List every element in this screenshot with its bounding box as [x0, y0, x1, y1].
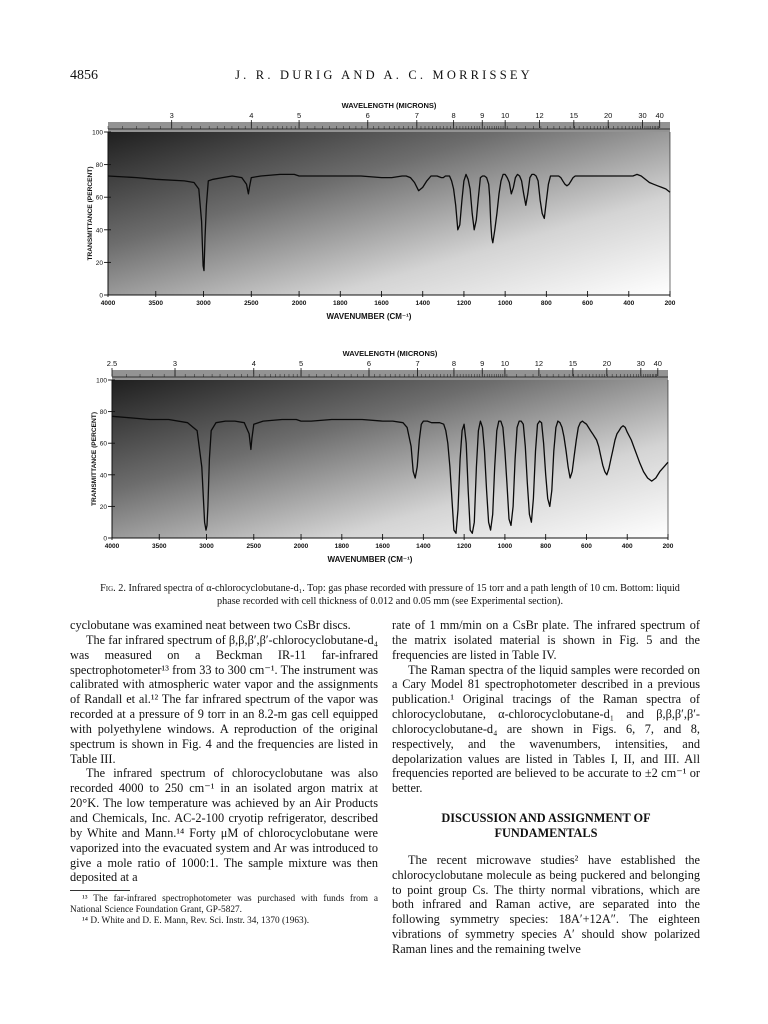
top-tick-label: 15 [568, 359, 578, 368]
x-tick-label: 200 [662, 543, 674, 550]
x-tick-label: 1000 [497, 300, 513, 307]
top-tick-label: 12 [535, 111, 544, 120]
y-tick-label: 20 [99, 503, 107, 511]
x-tick-label: 3500 [148, 300, 164, 307]
x-tick-label: 200 [664, 300, 676, 307]
y-tick-label: 20 [95, 259, 103, 267]
top-tick-label: 10 [500, 359, 510, 368]
top-tick-label: 5 [296, 111, 302, 120]
top-tick-label: 15 [569, 111, 579, 120]
y-tick-label: 0 [103, 535, 107, 543]
x-tick-label: 1600 [374, 300, 389, 307]
plot-background [112, 380, 668, 538]
top-tick-label: 2.5 [106, 359, 118, 368]
paragraph: The far infrared spectrum of β,β,β′,β′-chlorocyclobutane-d₄ was measured on a Beckman IR-11 far-infrared spectrophotometer¹³ from 33 to 300 cm⁻¹. The instrument was calibrated with atmospheric water vapor and the assignments of Randall et al.¹² The far infrared spectrum of the vapor was recorded at a pressure of 9 torr in an 8.2-m gas cell equipped with polyethylene windows. A reproduction of the original spectrum is shown in Fig. 4 and the frequencies are listed in Table III. [70, 632, 378, 766]
x-tick-label: 1400 [415, 300, 430, 307]
x-tick-label: 2500 [246, 543, 262, 550]
x-tick-label: 1000 [497, 543, 513, 550]
plot-background [108, 132, 670, 295]
body-column-right [392, 618, 700, 957]
x-tick-label: 800 [540, 300, 552, 307]
y-tick-label: 100 [92, 129, 103, 137]
x-tick-label: 3500 [152, 543, 167, 550]
x-tick-label: 2000 [293, 543, 309, 550]
x-tick-label: 1200 [456, 300, 472, 307]
top-tick-label: 40 [653, 359, 662, 368]
top-tick-label: 8 [451, 359, 457, 368]
body-column-left [70, 618, 378, 927]
x-tick-label: 600 [582, 300, 594, 307]
x-tick-label: 2000 [291, 300, 307, 307]
x-tick-label: 4000 [104, 543, 120, 550]
top-tick-label: 3 [169, 111, 174, 120]
page-number: 4856 [70, 68, 98, 83]
x-tick-label: 400 [623, 300, 635, 307]
figure-caption [95, 582, 685, 608]
x-tick-label: 600 [581, 543, 592, 550]
top-tick-label: 30 [636, 359, 645, 368]
caption-prefix: Fig. 2. [100, 583, 126, 594]
running-header-authors: J. R. DURIG AND A. C. MORRISSEY [235, 68, 533, 82]
top-tick-label: 20 [602, 359, 612, 368]
y-tick-label: 80 [99, 409, 107, 417]
y-tick-label: 60 [95, 194, 103, 202]
x-axis-label: WAVENUMBER (CM⁻¹) [326, 312, 412, 321]
top-tick-label: 12 [534, 359, 544, 368]
x-tick-label: 1800 [334, 543, 350, 550]
top-tick-label: 40 [655, 111, 664, 120]
paragraph: The recent microwave studies² have established the chlorocyclobutane molecule as being puckered and belonging to point group Cs. The thirty normal vibrations, which are both infrared and Raman active, are separated into the following symmetry species: 18A′+12A″. The eighteen vibrations of symmetry species A′ should show polarized Raman lines and the remaining twelve [392, 852, 700, 956]
top-tick-label: 9 [480, 111, 485, 120]
y-tick-label: 40 [95, 227, 103, 235]
x-tick-label: 4000 [100, 300, 116, 307]
x-tick-label: 2500 [244, 300, 259, 307]
y-tick-label: 100 [96, 377, 107, 385]
paragraph: The Raman spectra of the liquid samples were recorded on a Cary Model 81 spectrophotometer described in a previous publication.¹ Original tracings of the Raman spectra of chlorocyclobutane, α-chlorocyclobutane-d₁ and β,β,β′,β′-chlorocyclobutane-d₄ are shown in Figs. 6, 7, and 8, respectively, and the wavenumbers, intensities, and depolarization values are listed in Tables I, II, and III. All frequencies reported are believed to be accurate to ±2 cm⁻¹ or better. [392, 662, 700, 796]
x-tick-label: 1800 [333, 300, 348, 307]
y-tick-label: 80 [95, 162, 103, 170]
x-tick-label: 1400 [416, 543, 431, 550]
y-axis-label: TRANSMITTANCE (PERCENT) [87, 166, 94, 261]
x-tick-label: 3000 [196, 300, 211, 307]
top-tick-label: 7 [415, 359, 420, 368]
top-tick-label: 3 [172, 359, 178, 368]
top-tick-label: 8 [451, 111, 456, 120]
x-tick-label: 800 [540, 543, 552, 550]
x-tick-label: 1200 [456, 543, 472, 550]
x-axis-label: WAVENUMBER (CM⁻¹) [327, 555, 413, 564]
footnote: ¹³ The far-infrared spectrophotometer was purchased with funds from a National Science Foundation Grant, GP-5827. [70, 894, 378, 916]
paragraph: The infrared spectrum of chlorocyclobutane was also recorded 4000 to 250 cm⁻¹ in an isolated argon matrix at 20°K. The low temperature was achieved by an Air Products and Chemicals, Inc. AC-2-100 cryotip refrigerator, described by White and Mann.¹⁴ Forty μM of chlorocyclobutane were vaporized into the evacuated system and Ar was introduced to give a mole ratio of 1000:1. The sample mixture was then deposited at a [70, 766, 378, 885]
top-tick-label: 5 [298, 359, 304, 368]
top-tick-label: 20 [604, 111, 613, 120]
y-axis-label: TRANSMITTANCE (PERCENT) [91, 411, 98, 507]
top-tick-label: 4 [249, 111, 254, 120]
top-axis-label: WAVELENGTH (MICRONS) [341, 101, 437, 110]
section-heading: DISCUSSION AND ASSIGNMENT OF FUNDAMENTALS [441, 811, 651, 840]
top-tick-label: 9 [480, 359, 485, 368]
footnotes [70, 894, 378, 927]
top-tick-label: 4 [251, 359, 256, 368]
footnote: ¹⁴ D. White and D. E. Mann, Rev. Sci. Instr. 34, 1370 (1963). [82, 916, 310, 927]
x-tick-label: 1600 [375, 543, 390, 550]
top-tick-label: 6 [366, 359, 372, 368]
top-tick-label: 30 [638, 111, 647, 120]
top-tick-label: 6 [365, 111, 370, 120]
x-tick-label: 3000 [199, 543, 214, 550]
top-tick-label: 7 [414, 111, 419, 120]
y-tick-label: 0 [99, 292, 103, 300]
ir-spectrum-liquid-phase [80, 348, 690, 576]
paragraph: rate of 1 mm/min on a CsBr plate. The infrared spectrum of the matrix isolated material is shown in Fig. 5 and the frequencies are listed in Table IV. [392, 618, 700, 662]
footnote-rule [70, 890, 130, 891]
x-tick-label: 400 [621, 543, 633, 550]
top-tick-label: 10 [500, 111, 510, 120]
y-tick-label: 40 [99, 472, 107, 480]
ir-spectrum-gas-phase [80, 100, 690, 340]
y-tick-label: 60 [99, 440, 107, 448]
caption-text: Infrared spectra of α-chlorocyclobutane-d₁. Top: gas phase recorded with pressure of 15 torr and a path length of 10 cm. Bottom: liquid phase recorded with cell thickness of 0.012 and 0.05 mm (see Experimental section). [128, 583, 680, 607]
paragraph: cyclobutane was examined neat between two CsBr discs. [70, 618, 351, 632]
top-axis-label: WAVELENGTH (MICRONS) [342, 349, 438, 358]
